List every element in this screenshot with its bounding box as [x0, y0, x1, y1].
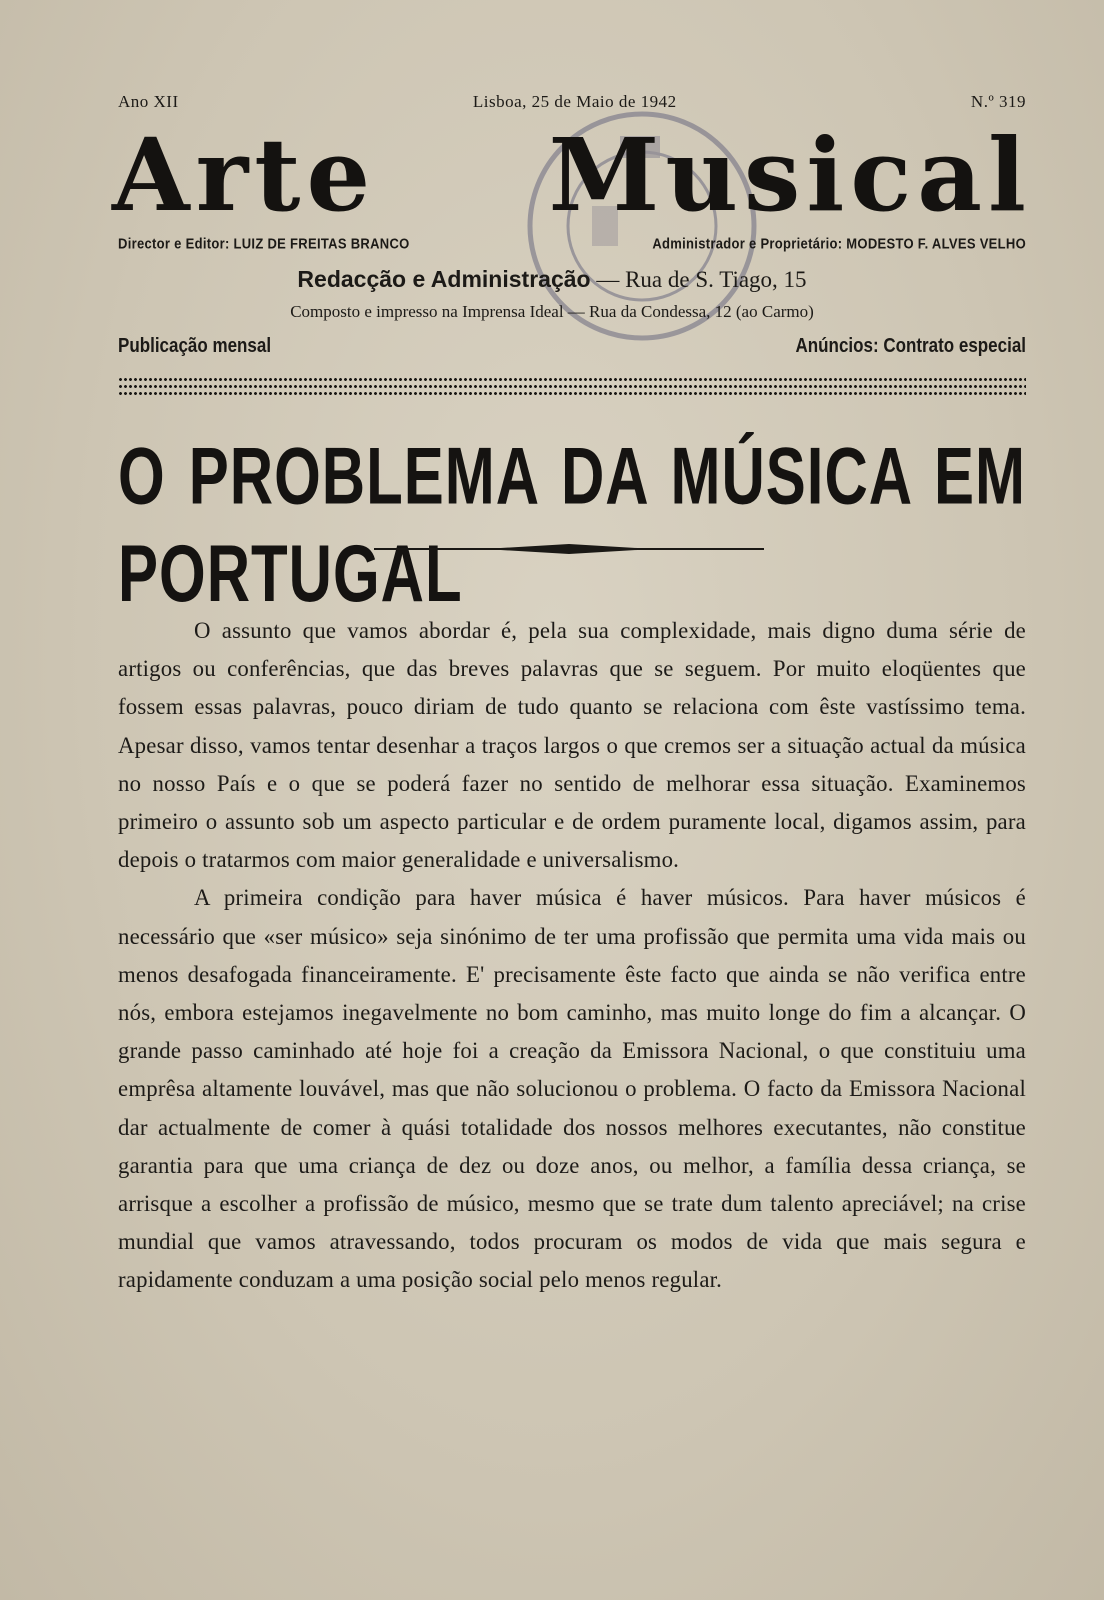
printer-line: Composto e impresso na Imprensa Ideal — Rua da Condessa, 12 (ao Carmo) — [290, 302, 814, 321]
ads-info: Anúncios: Contrato especial — [795, 334, 1026, 357]
dotted-rule-top — [118, 378, 1026, 381]
publication-frequency: Publicação mensal — [118, 334, 272, 357]
credits-line — [118, 235, 1026, 252]
article-headline: O PROBLEMA DA MÚSICA EM PORTUGAL — [118, 430, 1026, 619]
redaccao-label: Redacção e Administração — [297, 266, 591, 292]
masthead-title: Arte Musical — [112, 116, 1032, 234]
headline-ornament — [374, 542, 764, 556]
article-paragraph: A primeira condição para haver música é haver músicos. Para haver músicos é necessário que «ser músico» seja sinónimo de ter uma profissão que permita uma vida mais ou menos desafogada financeiramente. E' precisamente êste facto que ainda se não verifica entre nós, embora estejamos inegavelmente no bom caminho, mas muito longe do fim a alcançar. O grande passo caminhado até hoje foi a creação da Emissora Nacional, o que constituiu uma emprêsa altamente louvável, mas que não solucionou o problema. O facto da Emissora Nacional dar actualmente de comer à quási totalidade dos nossos melhores executantes, não constitue garantia para que uma criança de dez ou doze anos, ou melhor, a família dessa criança, se arrisque a escolher a profissão de músico, mesmo que se trate dum talento apreciável; na crise mundial que vamos atravessando, todos procuram os modos de vida que mais segura e rapidamente conduzam a uma posição social pelo menos regular. — [118, 885, 1026, 1293]
director-credit: Director e Editor: LUIZ DE FREITAS BRANCO — [118, 234, 410, 253]
administrator-credit: Administrador e Proprietário: MODESTO F. ALVES VELHO — [652, 234, 1026, 253]
year-label: Ano XII — [118, 92, 179, 111]
dotted-rule-bottom — [118, 392, 1026, 395]
issue-number: N.º 319 — [970, 92, 1026, 111]
article-paragraph: O assunto que vamos abordar é, pela sua complexidade, mais digno duma série de artigos ou conferências, que das breves palavras que se seguem. Por muito eloqüentes que fossem essas palavras, pouco diriam de tudo quanto se relaciona com êste vastíssimo tema. Apesar disso, vamos tentar desenhar a traços largos o que cremos ser a situação actual da música no nosso País e o que se poderá fazer no sentido de melhorar essa situação. Examinemos primeiro o assunto sob um aspecto particular e de ordem puramente local, digamos assim, para depois o tratarmos com maior generalidade e universalismo. — [118, 618, 1026, 873]
article-body — [118, 612, 1026, 1300]
redaccao-line — [0, 266, 1104, 293]
publication-line — [118, 334, 1026, 358]
dotted-rule-middle — [118, 385, 1026, 388]
place-date: Lisboa, 25 de Maio de 1942 — [472, 92, 677, 111]
redaccao-address: — Rua de S. Tiago, 15 — [596, 267, 807, 292]
